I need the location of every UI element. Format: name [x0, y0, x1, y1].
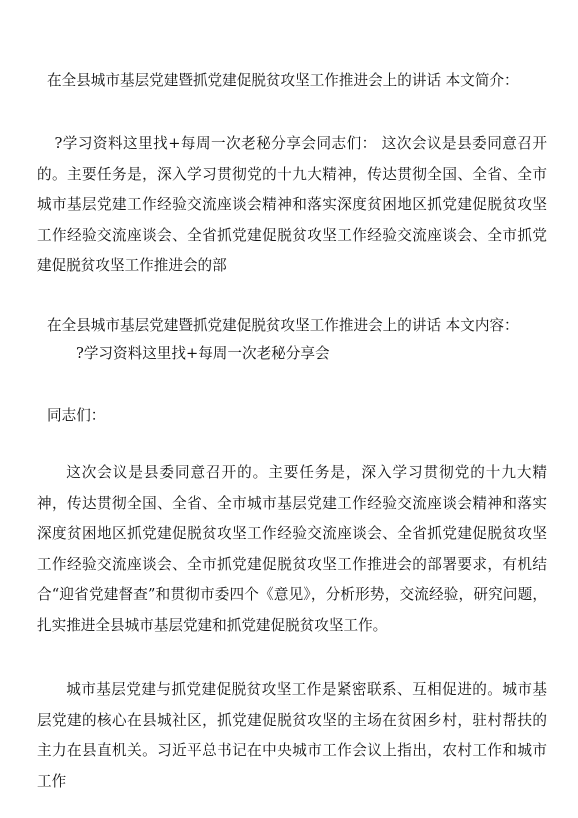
paragraph-1: 这次会议是县委同意召开的。主要任务是，深入学习贯彻党的十九大精神，传达贯彻全国、全省、全市城市基层党建工作经验交流座谈会精神和落实深度贫困地区抓党建促脱贫攻坚工作经验交流座谈会、全省抓党建促脱贫攻坚工作经验交流座谈会、全市抓党建促脱贫攻坚工作推进会的部署要求，有机结合“迎省党建督查”和贯彻市委四个《意见》，分析形势，交流经验，研究问题，扎实推进全县城市基层党建和抓党建促脱贫攻坚工作。: [37, 464, 547, 634]
content-promo: ?学习资料这里找+每周一次老秘分享会: [76, 345, 330, 362]
summary-body: ?学习资料这里找+每周一次老秘分享会同志们： 这次会议是县委同意召开的。主要任务是，深入学习贯彻党的十九大精神，传达贯彻全国、全省、全市城市基层党建工作经验交流座谈会精神和落实深度贫困地区抓党建促脱贫攻坚工作经验交流座谈会、全省抓党建促脱贫攻坚工作经验交流座谈会、全市抓党建促脱贫攻坚工作推进会的部: [37, 135, 547, 274]
salutation: 同志们：: [47, 407, 106, 424]
paragraph-2: 城市基层党建与抓党建促脱贫攻坚工作是紧密联系、互相促进的。城市基层党建的核心在县城社区，抓党建促脱贫攻坚的主场在贫困乡村，驻村帮扶的主力在县直机关。习近平总书记在中央城市工作会议上指出，农村工作和城市工作: [37, 681, 547, 790]
summary-heading: 在全县城市基层党建暨抓党建促脱贫攻坚工作推进会上的讲话 本文简介：: [47, 72, 519, 89]
content-heading: 在全县城市基层党建暨抓党建促脱贫攻坚工作推进会上的讲话 本文内容：: [47, 317, 519, 334]
